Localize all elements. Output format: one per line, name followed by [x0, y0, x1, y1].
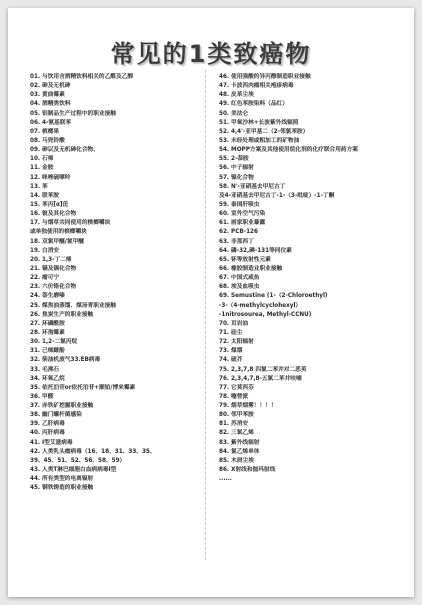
list-item: 11. 金胺	[30, 165, 54, 172]
list-item: 68. 埃及血吸虫	[219, 284, 260, 291]
list-item: 14. 联苯胺	[30, 192, 60, 199]
list-item: 39、45、51、52、56、58、59）	[30, 457, 126, 464]
list-item: 67. 中国式咸鱼	[219, 275, 260, 282]
list-item: 61. 画家职业暴露	[219, 220, 266, 227]
list-item: 33. 毛沸石	[30, 366, 60, 373]
list-item: 64. 磷-32,碘-131等同位素	[219, 247, 292, 254]
list-item: 65. 钚等放射性元素	[219, 256, 271, 263]
list-item: 15. 苯丙[α]芘	[30, 201, 69, 208]
list-item: 51. 甲氧沙林+长波紫外线辐照	[219, 119, 299, 126]
list-item: 86. X射线和伽玛射线	[219, 467, 276, 474]
list-item: 46. 使用强酸的异丙醇制造职业接触	[219, 74, 311, 80]
list-item: 69. Semustine (1-（2-Chloroethyl)	[219, 293, 328, 300]
list-item: 78. 噻替派	[219, 393, 249, 400]
list-item: 44. 所有类型的电离辐射	[30, 476, 94, 483]
list-item: 12. 咪唑硫嘌呤	[30, 174, 71, 181]
list-item: 63. 非那西丁	[219, 238, 254, 245]
list-item: 10. 石棉	[30, 156, 54, 163]
list-item: 03. 黄曲霉素	[30, 92, 65, 99]
list-item: 56. 中子辐射	[219, 165, 254, 172]
list-item: 49. 红色苯胺染料（品红）	[219, 101, 288, 108]
list-item: 39. 乙肝病毒	[30, 421, 65, 428]
list-item: 50. 美法仑	[219, 110, 249, 117]
list-item: 26. 焦炭生产的职业接触	[30, 311, 94, 318]
list-item: 02. 砷及无机砷	[30, 83, 71, 90]
list-item: 06. 4-氨基联苯	[30, 119, 72, 126]
list-item: 55. 2-萘胺	[219, 156, 249, 163]
list-item: 32. 柴油机废气33.EB病毒	[30, 357, 101, 364]
list-item: -1nitrosourea, Methyl-CCNU)	[219, 311, 312, 318]
list-item: 76. 2,3,4,7,8-五氯二苯并呋喃	[219, 375, 302, 382]
list-item: ......	[219, 476, 232, 483]
list-item: 30. 1,2-二氯丙烷	[30, 339, 78, 346]
list-item: 42. 人类乳头瘤病毒（16、18、31、33、35、	[30, 448, 156, 455]
carcinogen-list-left	[30, 73, 200, 493]
list-item: 或单独使用的槟榔嚼块	[30, 229, 87, 236]
list-item: 01. 与饮用含酒精饮料相关的乙醛及乙醇	[30, 74, 134, 80]
list-item: 62. PCB-126	[219, 229, 258, 236]
list-item: -3-（4-methylcyclohexyl）	[219, 302, 302, 309]
list-item: 05. 铝制品生产过程中的职业接触	[30, 110, 116, 117]
list-item: 48. 皮革尘埃	[219, 92, 254, 99]
list-item: 74. 硫芥	[219, 357, 243, 364]
list-item: 73. 煤烟	[219, 348, 243, 355]
list-item: 45. 钢铁铸造的职业接触	[30, 485, 94, 492]
list-item: 21. 镉及镉化合物	[30, 265, 77, 272]
list-item: 43. 人类T淋巴细胞白血病病毒I型	[30, 467, 117, 474]
list-item: 41. I型艾滋病毒	[30, 439, 73, 446]
list-item: 75. 2,3,7,8 四氯二苯并对二恶英	[219, 366, 307, 373]
list-item: 84. 氯乙烯单体	[219, 448, 260, 455]
list-item: 72. 太阳辐射	[219, 339, 254, 346]
list-item: 57. 镍化合物	[219, 174, 254, 181]
list-item: 53. 未经处理或粗加工的矿物油	[219, 137, 300, 144]
list-item: 13. 苯	[30, 183, 48, 190]
list-item: 38. 幽门螺杆菌感染	[30, 412, 82, 419]
list-item: 77. 它莫西芬	[219, 384, 254, 391]
page-title: 常见的1类致癌物	[110, 40, 312, 68]
list-item: 79. 烟草烟雾！！！！	[219, 403, 277, 410]
list-item: 80. 邻甲苯胺	[219, 412, 254, 419]
list-item: 47. 卡波西肉瘤相关疱疹病毒	[219, 83, 294, 90]
list-item: 22. 瘤可宁	[30, 275, 60, 282]
list-item: 04. 酒精类饮料	[30, 101, 71, 108]
list-item: 37. 赤铁矿挖掘职业接触	[30, 403, 94, 410]
list-item: 71. 硅尘	[219, 329, 243, 336]
list-item: 20. 1,3-丁二烯	[30, 256, 72, 263]
document-page	[8, 8, 414, 597]
list-item: 36. 甲醛	[30, 393, 54, 400]
list-item: 23. 六价铬化合物	[30, 284, 77, 291]
list-item: 18. 双氯甲醚/氯甲醚	[30, 238, 84, 245]
list-item: 17. 与烟草共同使用的槟榔嚼块	[30, 220, 111, 227]
column-divider	[205, 70, 206, 560]
list-item: 31. 己烯雌酚	[30, 348, 65, 355]
list-item: 08. 马兜铃酸	[30, 137, 65, 144]
list-item: 27. 环磷酰胺	[30, 320, 65, 327]
list-item: 60. 室外空气污染	[219, 211, 266, 218]
list-item: 16. 铍及其化合物	[30, 211, 77, 218]
list-item: 40. 丙肝病毒	[30, 430, 65, 437]
list-item: 54. MOPP方案及其他使用烷化剂的化疗联合用药方案	[219, 147, 358, 154]
list-item: 52. 4,4'-亚甲基二（2-邻氯苯胺）	[219, 128, 309, 135]
list-item: 59. 泰国肝吸虫	[219, 201, 260, 208]
list-item: 70. 页岩油	[219, 320, 249, 327]
list-item: 及4-亚硝基去甲尼古丁-1-（3-吡啶）-1-丁酮	[219, 192, 335, 199]
list-item: 28. 环孢霉素	[30, 329, 65, 336]
list-item: 81. 苏消安	[219, 421, 249, 428]
list-item: 85. 木屑尘埃	[219, 457, 254, 464]
list-item: 25. 煤焦油蒸馏、煤汤青职业接触	[30, 302, 116, 309]
list-item: 34. 环氧乙烷	[30, 375, 65, 382]
list-item: 35. 依托泊苷or依托泊苷+顺铂/博来霉素	[30, 384, 136, 391]
list-item: 19. 白消安	[30, 247, 60, 254]
carcinogen-list-right	[219, 73, 404, 484]
list-item: 83. 紫外线辐射	[219, 439, 260, 446]
list-item: 82. 三氯乙烯	[219, 430, 254, 437]
list-item: 07. 槟榔果	[30, 128, 60, 135]
list-item: 58. N'-亚硝基去甲尼古丁	[219, 183, 286, 190]
list-item: 09. 砷以及无机砷化合物、	[30, 147, 99, 154]
list-item: 24. 萘生磨嗪	[30, 293, 65, 300]
list-item: 66. 橡胶制造业职业接触	[219, 265, 283, 272]
